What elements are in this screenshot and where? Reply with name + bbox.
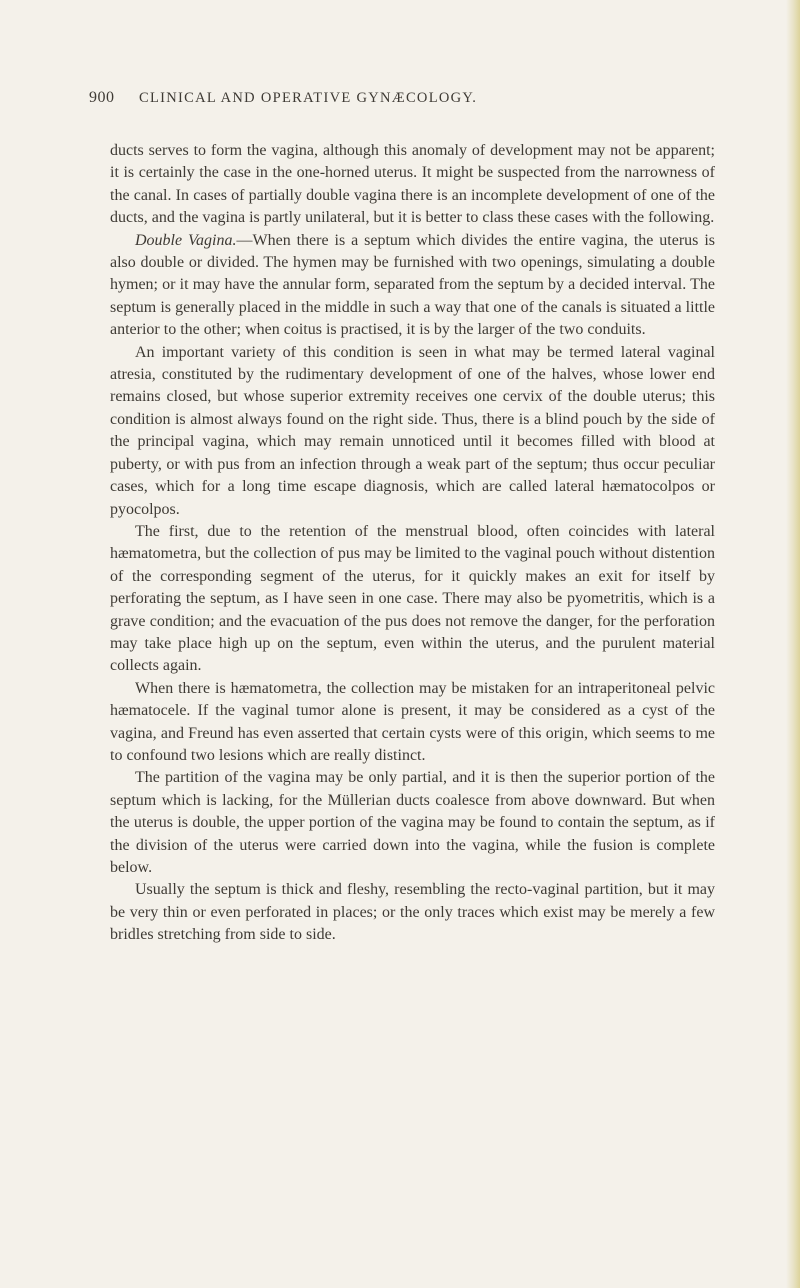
section-heading: Double Vagina. — [135, 231, 237, 249]
paragraph-text: —When there is a septum which divides the entire vagina, the uterus is also double or divided. The hymen may be furnished with two openings, simulating a double hymen; or it may have the annular form, separated from the septum by a decided interval. The septum is generally placed in the middle in such a way that one of the canals is situated a little anterior to the other; when coitus is practised, it is by the larger of the two conduits. — [110, 231, 716, 339]
paragraph-double-vagina — [110, 230, 715, 342]
paragraph: The first, due to the retention of the menstrual blood, often coincides with lateral hæmatometra, but the collection of pus may be limited to the vaginal pouch without distention of the corresponding segment of the uterus, for it quickly makes an exit for itself by perforating the septum, as I have seen in one case. There may also be pyometritis, which is a grave condition; and the evacuation of the pus does not remove the danger, for the perforation may take place high up on the septum, even within the uterus, and the purulent material collects again. — [110, 522, 715, 675]
paragraph: The partition of the vagina may be only partial, and it is then the superior portion of the septum which is lacking, for the Müllerian ducts coalesce from above downward. But when the uterus is double, the upper portion of the vagina may be found to contain the septum, as if the division of the uterus were carried down into the vagina, while the fusion is complete below. — [110, 769, 715, 876]
page-edge — [786, 0, 800, 1288]
paragraph: When there is hæmatometra, the collection may be mistaken for an intraperitoneal pelvic hæmatocele. If the vaginal tumor alone is present, it may be considered as a cyst of the vagina, and Freund has even asserted that certain cysts were of this origin, which seems to me to confound two lesions which are really distinct. — [110, 679, 715, 764]
running-head: CLINICAL AND OPERATIVE GYNÆCOLOGY. — [139, 90, 478, 106]
paragraph: ducts serves to form the vagina, although this anomaly of development may not be apparent; it is certainly the case in the one-horned uterus. It might be suspected from the narrowness of the canal. In cases of partially double vagina there is an incomplete development of one of the ducts, and the vagina is partly unilateral, but it is better to class these cases with the following. — [110, 142, 715, 227]
page-header — [89, 89, 709, 111]
page-number: 900 — [89, 89, 115, 106]
paragraph: Usually the septum is thick and fleshy, resembling the recto-vaginal partition, but it may be very thin or even perforated in places; or the only traces which exist may be merely a few bridles stretching from side to side. — [110, 881, 715, 944]
paragraph: An important variety of this condition is seen in what may be termed lateral vaginal atresia, constituted by the rudimentary development of one of the halves, whose lower end remains closed, but whose superior extremity receives one cervix of the double uterus; this condition is almost always found on the right side. Thus, there is a blind pouch by the side of the principal vagina, which may remain unnoticed until it becomes filled with blood at puberty, or with pus from an infection through a weak part of the septum; thus occur peculiar cases, which for a long time escape diagnosis, which are called lateral hæmatocolpos or pyocolpos. — [110, 343, 715, 518]
body-text — [110, 140, 715, 947]
